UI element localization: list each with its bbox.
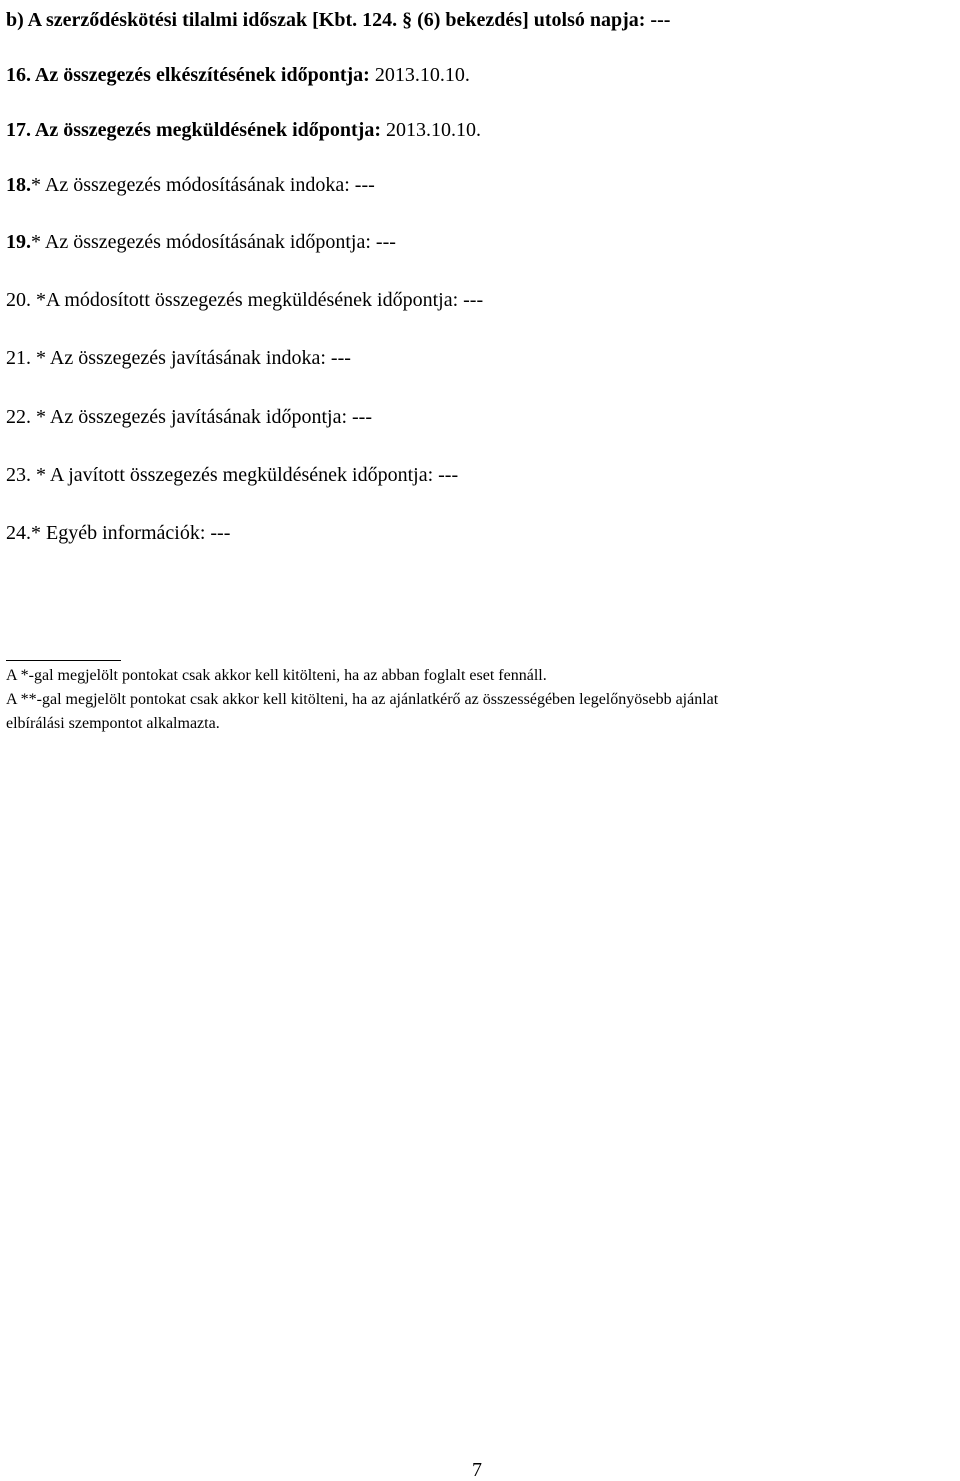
- footnote-1: A *-gal megjelölt pontokat csak akkor kell kitölteni, ha az abban foglalt eset fennáll.: [6, 667, 547, 684]
- item-22-text: 22. * Az összegezés javításának időpontja: ---: [6, 406, 372, 428]
- footnote-2: A **-gal megjelölt pontokat csak akkor kell kitölteni, ha az ajánlatkérő az összességében legelőnyösebb ajánlat: [6, 691, 719, 708]
- item-19-line: [6, 230, 396, 254]
- item-19-text: * Az összegezés módosításának időpontja: ---: [31, 231, 396, 253]
- page-number: 7: [472, 1459, 482, 1481]
- item-16-value: 2013.10.10.: [374, 64, 470, 86]
- item-23-text: 23. * A javított összegezés megküldésének időpontja: ---: [6, 464, 459, 486]
- item-19-number: 19.: [6, 231, 31, 253]
- footnote-separator: [6, 660, 121, 661]
- item-17-value: 2013.10.10.: [385, 119, 481, 141]
- item-b-text: b) A szerződéskötési tilalmi időszak [Kbt. 124. § (6) bekezdés] utolsó napja: ---: [6, 9, 671, 31]
- item-18-line: [6, 173, 375, 197]
- item-24-text: 24.* Egyéb információk: ---: [6, 522, 231, 544]
- item-20-text: 20. *A módosított összegezés megküldésének időpontja: ---: [6, 289, 484, 311]
- item-22-line: [6, 405, 372, 429]
- item-24-line: [6, 521, 230, 545]
- item-b-line: [6, 8, 670, 32]
- item-20-line: [6, 288, 483, 312]
- item-18-number: 18.: [6, 174, 31, 196]
- item-21-text: 21. * Az összegezés javításának indoka: ---: [6, 347, 351, 369]
- item-21-line: [6, 346, 351, 370]
- item-16-label: 16. Az összegezés elkészítésének időpontja:: [6, 64, 375, 86]
- footnote-2-continued: elbírálási szempontot alkalmazta.: [6, 715, 220, 732]
- item-18-text: * Az összegezés módosításának indoka: ---: [31, 174, 375, 196]
- item-23-line: [6, 463, 458, 487]
- item-17-line: [6, 118, 481, 142]
- item-16-line: [6, 63, 470, 87]
- item-17-label: 17. Az összegezés megküldésének időpontja:: [6, 119, 386, 141]
